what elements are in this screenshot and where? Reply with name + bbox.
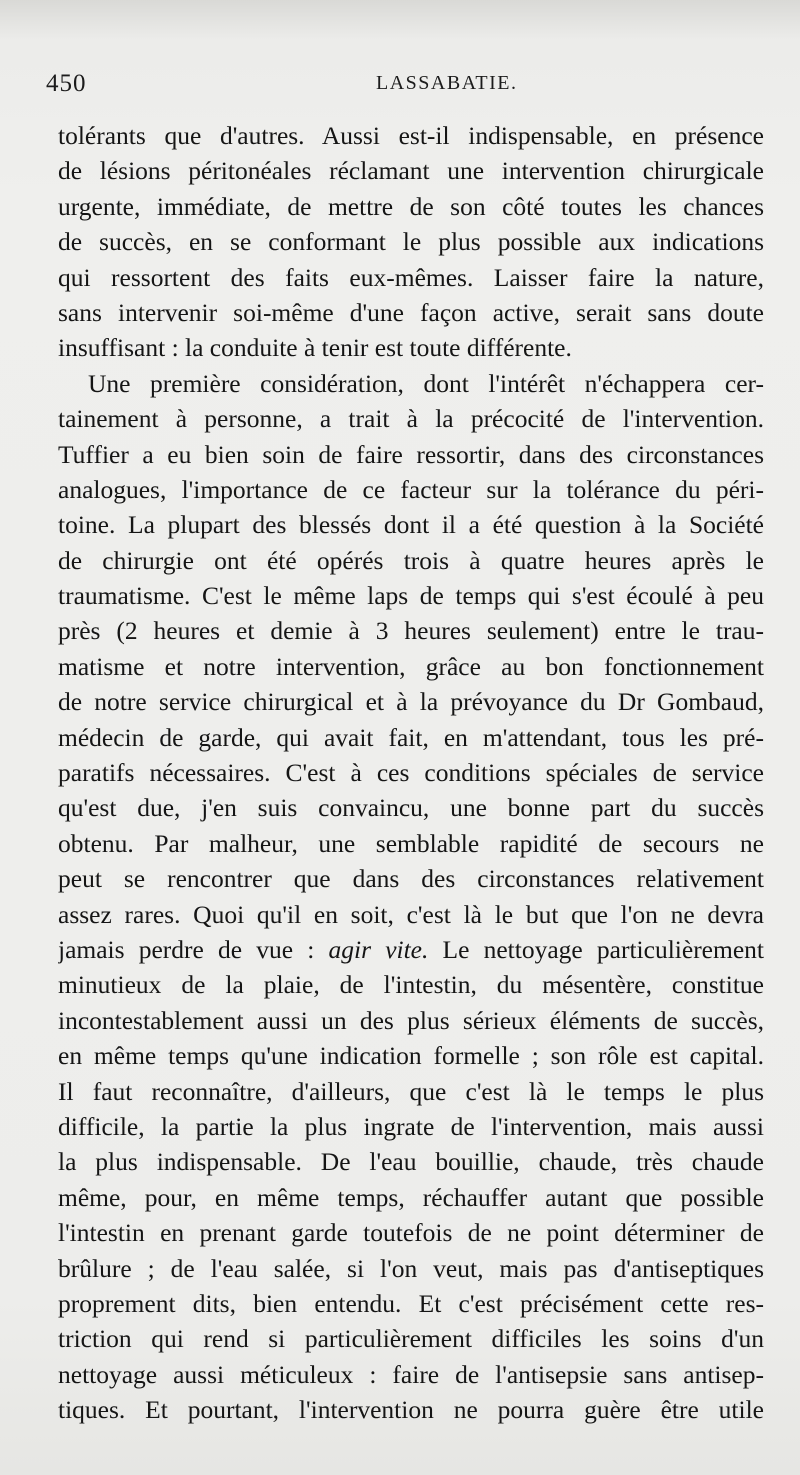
text-line: incontestablement aussi un des plus sérieux éléments de succès, (58, 1005, 764, 1035)
text-line: obtenu. Par malheur, une semblable rapidité de secours ne (58, 828, 764, 858)
text-line: urgente, immédiate, de mettre de son côté toutes les chances (58, 191, 764, 221)
text-line: insuffisant : la conduite à tenir est toute différente. (58, 333, 572, 363)
text-line: minutieux de la plaie, de l'intestin, du mésentère, constitue (58, 970, 764, 1000)
text-line: analogues, l'importance de ce facteur sur la tolérance du péri- (58, 474, 764, 504)
text-line: médecin de garde, qui avait fait, en m'attendant, tous les pré- (58, 722, 764, 752)
text-line: de lésions péritonéales réclamant une intervention chirurgicale (58, 156, 764, 186)
text-line: tiques. Et pourtant, l'intervention ne pourra guère être utile (58, 1395, 764, 1425)
text-line: qui ressortent des faits eux-mêmes. Laisser faire la nature, (58, 262, 764, 292)
text-line: Tuffier a eu bien soin de faire ressortir, dans des circonstances (58, 439, 764, 469)
text-line: de succès, en se conformant le plus possible aux indications (58, 227, 764, 257)
text-line: Une première considération, dont l'intérêt n'échappera cer- (88, 368, 764, 398)
text-line: proprement dits, bien entendu. Et c'est précisément cette res- (58, 1288, 764, 1318)
text-line: difficile, la partie la plus ingrate de l'intervention, mais aussi (58, 1111, 764, 1141)
text-line: même, pour, en même temps, réchauffer autant que possible (58, 1182, 764, 1212)
text-line: tainement à personne, a trait à la précocité de l'intervention. (58, 404, 764, 434)
text-line: la plus indispensable. De l'eau bouillie, chaude, très chaude (58, 1147, 764, 1177)
text-line: brûlure ; de l'eau salée, si l'on veut, mais pas d'antiseptiques (58, 1253, 764, 1283)
text-line: tolérants que d'autres. Aussi est-il indispensable, en présence (58, 121, 764, 150)
text-line: assez rares. Quoi qu'il en soit, c'est là le but que l'on ne devra (58, 899, 764, 929)
italic-phrase: agir vite. (328, 934, 429, 964)
text-line: paratifs nécessaires. C'est à ces conditions spéciales de service (58, 758, 764, 788)
text-line: près (2 heures et demie à 3 heures seulement) entre le trau- (58, 616, 764, 646)
text-line: toine. La plupart des blessés dont il a été question à la Société (58, 510, 764, 540)
text-line: matisme et notre intervention, grâce au bon fonctionnement (58, 651, 764, 681)
text-line: triction qui rend si particulièrement difficiles les soins d'un (58, 1324, 764, 1354)
page-header (46, 70, 760, 104)
text-line: l'intestin en prenant garde toutefois de ne point déterminer de (58, 1218, 764, 1248)
text-line: Il faut reconnaître, d'ailleurs, que c'est là le temps le plus (58, 1076, 764, 1106)
text-line: traumatisme. C'est le même laps de temps qui s'est écoulé à peu (58, 581, 764, 611)
text-line: qu'est due, j'en suis convaincu, une bonne part du succès (58, 793, 764, 823)
text-line: nettoyage aussi méticuleux : faire de l'antisepsie sans antisep- (58, 1359, 764, 1389)
text-line: peut se rencontrer que dans des circonstances relativement (58, 864, 764, 894)
text-line: en même temps qu'une indication formelle ; son rôle est capital. (58, 1041, 764, 1071)
text-line: de notre service chirurgical et à la prévoyance du Dr Gombaud, (58, 687, 764, 717)
text-line: de chirurgie ont été opérés trois à quatre heures après le (58, 545, 764, 575)
page-number: 450 (46, 70, 87, 97)
running-head: LASSABATIE. (376, 72, 518, 94)
body-text (58, 118, 764, 1427)
text-line: jamais perdre de vue : agir vite. Le nettoyage particulièrement (58, 934, 764, 964)
text-line: sans intervenir soi-même d'une façon active, serait sans doute (58, 297, 764, 327)
